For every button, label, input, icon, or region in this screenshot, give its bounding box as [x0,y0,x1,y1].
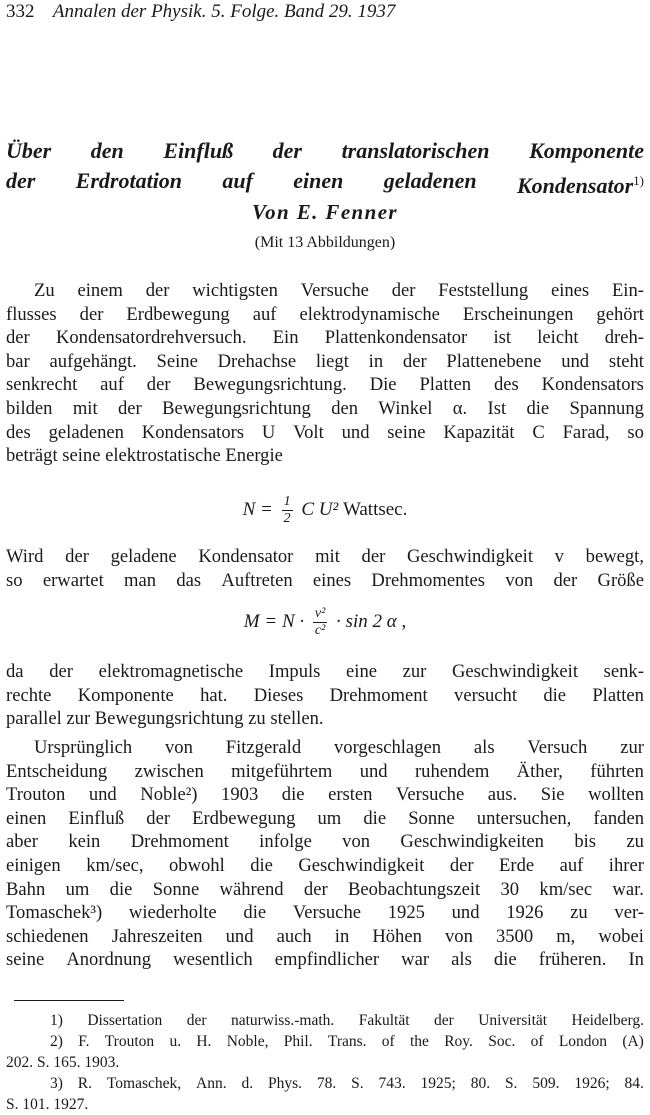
footnote-line: 1) Dissertation der naturwiss.-math. Fakultät der Universität Heidelberg. [50,1012,644,1029]
title-word: der [272,138,302,163]
text-line: parallel zur Bewegungsrichtung zu stellen. [6,708,324,730]
text-line: senkrecht auf der Bewegungsrichtung. Die Platten des Kondensators [6,374,644,396]
journal-page [6,0,644,1113]
eq2-denominator: c² [314,623,326,638]
eq1-rhs: C U² [301,498,343,520]
title-word: der [6,168,36,193]
title-word: den [90,138,124,163]
title-word: translatorischen [341,138,490,163]
article-title [6,136,644,201]
eq2-rhs: · sin 2 α , [336,610,407,632]
text-line: Wird der geladene Kondensator mit der Geschwindigkeit v bewegt, [6,546,644,567]
page-number: 332 [6,1,35,22]
text-line: so erwartet man das Auftreten eines Drehmomentes von der Größe [6,569,644,591]
running-header [6,0,644,26]
eq2-lhs: M = N · [243,610,305,632]
text-line: Zu einem der wichtigsten Versuche der Feststellung eines Ein- [34,280,644,301]
text-line: schiedenen Jahreszeiten und auch in Höhen von 3500 m, wobei [6,925,644,947]
equation-energy [6,494,644,527]
text-line: des geladenen Kondensators U Volt und seine Kapazität C Farad, so [6,421,644,443]
paragraph-2 [6,545,644,592]
journal-citation: Annalen der Physik. 5. Folge. Band 29. 1937 [52,1,396,22]
text-line: da der elektromagnetische Impuls eine zur Geschwindigkeit senk- [6,661,644,682]
footnotes [6,1010,644,1115]
text-line: bilden mit der Bewegungsrichtung den Winkel α. Ist die Spannung [6,397,644,419]
text-line: der Kondensatordrehversuch. Ein Plattenkondensator ist leicht dreh- [6,327,644,349]
author-line: Von E. Fenner [252,200,398,224]
title-word: geladenen [383,168,477,193]
text-line: bar aufgehängt. Seine Drehachse liegt in der Plattenebene und steht [6,350,644,372]
text-line: Trouton und Noble²) 1903 die ersten Versuche aus. Sie wollten [6,784,644,806]
eq1-denominator: 2 [283,511,291,526]
title-word: Erdrotation [75,168,183,193]
title-word: Kondensator$^{1)}$ [517,173,644,198]
eq2-numerator: v² [314,606,326,621]
text-line: flusses der Erdbewegung auf elektrodynamische Erscheinungen gehört [6,303,644,325]
equation-torque [6,606,644,639]
title-word: Komponente [529,138,644,163]
text-line: einen Einfluß der Erdbewegung um die Sonne untersuchen, fanden [6,807,644,829]
eq1-unit: Wattsec. [342,498,408,520]
paragraph-3 [6,660,644,731]
footnote-line: S. 101. 1927. [6,1096,89,1113]
title-word: Einfluß [163,138,234,163]
text-line: einigen km/sec, obwohl die Geschwindigkeit der Erde auf ihrer [6,854,644,876]
paragraph-1 [6,279,644,468]
footnote-separator [14,1000,124,1001]
title-line-1 [6,136,644,166]
text-line: Ursprünglich von Fitzgerald vorgeschlagen als Versuch zur [34,737,644,758]
title-word: einen [293,168,344,193]
title-word: auf [222,168,253,193]
title-footnote-mark: 1) [633,173,644,188]
figures-note: (Mit 13 Abbildungen) [254,234,396,251]
eq1-numerator: 1 [283,494,291,509]
text-line: Bahn um die Sonne während der Beobachtungszeit 30 km/sec war. [6,878,644,900]
title-line-2 [6,166,644,201]
text-line: rechte Komponente hat. Dieses Drehmoment versucht die Platten [6,684,644,706]
footnote-line: 3) R. Tomaschek, Ann. d. Phys. 78. S. 743. 1925; 80. S. 509. 1926; 84. [50,1075,644,1092]
eq1-lhs: N = [242,498,273,520]
text-line: seine Anordnung wesentlich empfindlicher war als die früheren. In [6,949,644,971]
text-line: Entscheidung zwischen mitgeführtem und ruhendem Äther, führten [6,760,644,782]
text-line: aber kein Drehmoment infolge von Geschwindigkeiten bis zu [6,831,644,853]
text-line: Tomaschek³) wiederholte die Versuche 1925 und 1926 zu ver- [6,902,644,924]
eq2-fraction [313,606,327,639]
text-line: beträgt seine elektrostatische Energie [6,445,283,467]
paragraph-4 [6,736,644,972]
title-word: Über [6,138,52,163]
footnote-line: 2) F. Trouton u. H. Noble, Phil. Trans. of the Roy. Soc. of London (A) [50,1033,644,1050]
footnote-line: 202. S. 165. 1903. [6,1054,120,1071]
eq1-fraction [282,494,293,527]
